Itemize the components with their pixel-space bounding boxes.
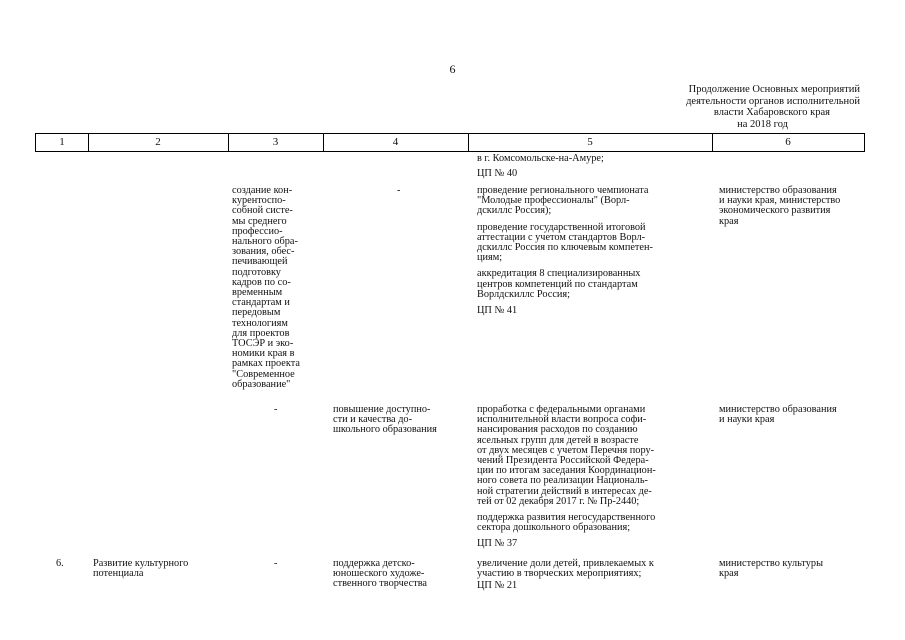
column-number: 6 — [785, 136, 791, 148]
measure-line: нансирования расходов по созданию — [477, 424, 638, 436]
task-line: рамках проекта — [232, 358, 300, 370]
measure-line: циям; — [477, 252, 503, 264]
measure-line: исполнительной власти вопроса софи- — [477, 414, 647, 426]
task-line: нального обра- — [232, 236, 298, 248]
task-line: образование" — [232, 378, 291, 390]
task-line: для проектов — [232, 327, 290, 339]
responsible-line: края — [719, 568, 739, 580]
task-line: технологиям — [232, 317, 288, 329]
measures-cell — [477, 405, 656, 550]
measure-line: сектора дошкольного образования; — [477, 522, 631, 534]
dash-cell: - — [397, 185, 401, 196]
program-code: ЦП № 37 — [477, 538, 518, 550]
task-line: профессио- — [232, 225, 283, 237]
responsible-line: и науки края, министерство — [719, 195, 841, 207]
measure-line: аккредитация 8 специализированных — [477, 268, 641, 280]
header-line: Продолжение Основных мероприятий — [688, 84, 860, 95]
document-continuation-header — [600, 84, 860, 130]
task-line: юношеского художе- — [333, 568, 425, 580]
task-line: подготовку — [232, 266, 281, 278]
task-line: печивающей — [232, 256, 288, 268]
measure-line: ной стратегии действий в интересах де- — [477, 485, 652, 497]
task-line: номики края в — [232, 348, 295, 360]
task-line: ТОСЭР и эко- — [232, 338, 294, 350]
measure-line: от двух месяцев с учетом Перечня пору- — [477, 444, 655, 456]
responsible-line: и науки края — [719, 414, 775, 426]
responsible-cell — [719, 405, 837, 425]
task-cell — [333, 405, 437, 436]
program-code: ЦП № 40 — [477, 168, 518, 180]
program-code: ЦП № 21 — [477, 580, 518, 592]
measure-line: ясельных групп для детей в возрасте — [477, 434, 639, 446]
row-number: 6. — [56, 558, 64, 569]
measure-line: аттестации с учетом стандартов Ворл- — [477, 231, 646, 243]
column-number: 3 — [272, 136, 279, 148]
responsible-line: министерство образования — [719, 404, 837, 415]
measure-line: дскиллс Россия); — [477, 205, 552, 217]
responsible-line: министерство культуры — [719, 558, 823, 569]
task-line: передовым — [232, 307, 281, 319]
measure-line: проведение регионального чемпионата — [477, 185, 649, 196]
direction-cell — [93, 559, 188, 579]
measure-line: ции по итогам заседания Координацион- — [477, 465, 656, 477]
measure-line: чений Президента Российской Федера- — [477, 455, 649, 467]
task-line: зования, обес- — [232, 246, 295, 258]
task-line: создание кон- — [232, 185, 293, 196]
task-cell — [232, 186, 300, 390]
measure-line: поддержка развития негосударственного — [477, 512, 656, 524]
task-line: сти и качества до- — [333, 414, 413, 426]
measures-cell — [477, 186, 653, 316]
responsible-line: края — [719, 215, 739, 227]
measure-line: тей от 02 декабря 2017 г. № Пр-2440; — [477, 495, 640, 507]
measure-line: дскиллс Россия по ключевым компетен- — [477, 242, 653, 254]
task-line: "Современное — [232, 368, 295, 380]
dash-cell: - — [274, 404, 278, 415]
page-number: 6 — [449, 62, 456, 76]
column-number: 1 — [59, 136, 65, 148]
task-line: собной систе- — [232, 205, 293, 217]
task-line: мы среднего — [232, 215, 287, 227]
measure-line: ного совета по реализации Националь- — [477, 475, 648, 487]
task-line: поддержка детско- — [333, 558, 415, 569]
measures-cell — [477, 559, 654, 592]
program-code: ЦП № 41 — [477, 305, 518, 317]
responsible-line: министерство образования — [719, 185, 837, 196]
task-line: ственного творчества — [333, 578, 428, 590]
task-line: школьного образования — [333, 424, 437, 436]
table-column-numbers — [35, 133, 865, 152]
measure-line: проведение государственной итоговой — [477, 221, 646, 233]
dash-cell: - — [274, 558, 278, 569]
direction-line: Развитие культурного — [93, 558, 189, 569]
measure-line: проработка с федеральными органами — [477, 404, 646, 415]
measure-line: Ворлдскиллс Россия; — [477, 288, 571, 300]
header-line: власти Хабаровского края — [713, 107, 830, 118]
measure-line: участию в творческих мероприятиях; — [477, 568, 642, 580]
responsible-cell — [719, 559, 823, 579]
header-line: деятельности органов исполнительной — [686, 95, 860, 107]
task-line: кадров по со- — [232, 276, 291, 288]
responsible-line: экономического развития — [719, 205, 831, 217]
task-line: курентоспо- — [232, 195, 286, 207]
task-cell — [333, 559, 427, 590]
column-number: 2 — [155, 136, 161, 148]
measure-line: "Молодые профессионалы" (Ворл- — [477, 195, 630, 207]
direction-line: потенциала — [93, 568, 144, 580]
responsible-cell — [719, 186, 840, 227]
measure-line: в г. Комсомольске-на-Амуре; — [477, 153, 604, 164]
measure-line: центров компетенций по стандартам — [477, 278, 638, 290]
header-line: на 2018 год — [737, 118, 788, 130]
measure-line: увеличение доли детей, привлекаемых к — [477, 558, 654, 569]
task-line: временным — [232, 287, 283, 299]
measures-cell — [477, 154, 604, 179]
column-number: 5 — [587, 136, 593, 148]
task-line: повышение доступно- — [333, 404, 431, 415]
task-line: стандартам и — [232, 297, 290, 309]
column-number: 4 — [392, 136, 399, 148]
